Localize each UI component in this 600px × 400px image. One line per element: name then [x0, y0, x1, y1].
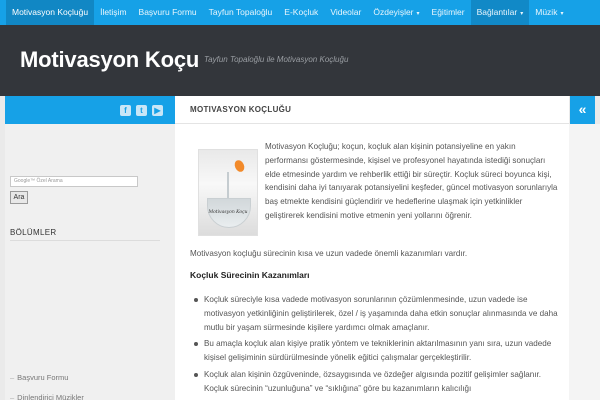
sidebar-link-basvuru-formu[interactable]	[10, 373, 68, 382]
site-tagline: Tayfun Topaloğlu ile Motivasyon Koçluğu	[204, 55, 349, 64]
nav-label: Bağlantılar	[476, 7, 518, 17]
nav-item-egitimler[interactable]	[426, 0, 471, 25]
top-navigation	[0, 0, 600, 25]
nav-item-muzik[interactable]	[529, 0, 569, 25]
nav-label: Özdeyişler	[373, 7, 414, 17]
dash-icon: –	[10, 393, 15, 400]
list-item: Koçluk alan kişinin özgüveninde, özsaygısında ve özdeğer algısında pozitif gelişimler sağlanır. Koçluk sürecinin “uzunluğuna” ve “sıklığına” göre bu kazanımların kalıcılığı	[194, 368, 562, 396]
site-header	[0, 25, 600, 96]
nav-label: Videolar	[330, 7, 362, 17]
sidebar-link-label: Dinlendirici Müzikler	[17, 393, 84, 400]
nav-item-tayfun-topaloglu[interactable]	[203, 0, 279, 25]
nav-item-motivasyon-koclugu[interactable]	[6, 0, 94, 25]
nav-label: Başvuru Formu	[138, 7, 197, 17]
dash-icon: –	[10, 373, 15, 382]
youtube-icon[interactable]: ▶	[152, 105, 163, 116]
chevron-down-icon: ▾	[416, 11, 420, 17]
benefits-list	[194, 293, 562, 399]
chevron-down-icon: ▾	[520, 11, 524, 17]
list-item: Bu amaçla koçluk alan kişiye pratik yöntem ve tekniklerinin aktarılmasının yanı sıra, uzun vadede kişisel gelişiminin sürdürülmesinde yönelik eğitici çalışmalar gerçekleştirilir.	[194, 337, 562, 365]
site-title[interactable]: Motivasyon Koçu	[20, 47, 200, 72]
sidebar-section-title: BÖLÜMLER	[10, 228, 57, 237]
nav-item-ozdeyisler[interactable]	[367, 0, 425, 25]
article-image	[198, 149, 258, 236]
search-button[interactable]: Ara	[10, 191, 28, 204]
sidebar-link-dinlendirici-muzikler[interactable]	[10, 393, 84, 400]
twitter-icon[interactable]: t	[136, 105, 147, 116]
nav-item-e-kocluk[interactable]	[278, 0, 324, 25]
chevron-down-icon: ▾	[560, 11, 564, 17]
nav-item-videolar[interactable]	[324, 0, 367, 25]
nav-label: Eğitimler	[431, 7, 465, 17]
list-item: Koçluk süreciyle kısa vadede motivasyon sorunlarının çözümlenmesinde, uzun vadede ise motivasyon yetkinliğinin geliştirilerek, özel / iş yaşamında daha etkin sonuçlar alınmasında ve daha mutlu bir yaşam sürmesinde kişilere yardımcı olmak amaçlanır.	[194, 293, 562, 334]
collapse-sidebar-icon[interactable]: «	[570, 96, 595, 124]
splash-shape	[227, 172, 229, 198]
search-input[interactable]	[10, 176, 138, 187]
sidebar	[5, 124, 175, 400]
nav-item-basvuru-formu[interactable]	[133, 0, 203, 25]
search-placeholder: Google™ Özel Arama	[14, 178, 63, 184]
image-caption: Motivasyon Koçu	[208, 210, 248, 215]
nav-label: Müzik	[535, 7, 558, 17]
nav-label: E-Koçluk	[284, 7, 319, 17]
right-sidebar-strip	[569, 124, 600, 400]
page-title-bar	[175, 96, 569, 124]
nav-label: İletişim	[100, 7, 127, 17]
section-heading: Koçluk Sürecinin Kazanımları	[190, 270, 310, 280]
divider	[10, 240, 160, 241]
nav-label: Motivasyon Koçluğu	[12, 7, 89, 17]
nav-label: Tayfun Topaloğlu	[208, 7, 273, 17]
sidebar-social-bar	[5, 96, 175, 124]
nav-item-baglantilar[interactable]	[471, 0, 530, 25]
nav-item-iletisim[interactable]	[94, 0, 132, 25]
page-title: MOTIVASYON KOÇLUĞU	[190, 105, 292, 114]
intro-paragraph: Motivasyon Koçluğu; koçun, koçluk alan kişinin potansiyeline en yakın performansı göstermesinde, kişisel ve profesyonel hayatında istediği sonuçları elde etmesinde yardım ve rehberlik ettiği bir süreçtir. Koçluk süreci boyunca kişi, kendisini daha iyi tanıyarak potansiyelini keşfeder, güncel motivasyon sorunlarıyla baş etmekte kendisini güçlendirir ve hedeflerine ulaşmak için yetkinlikler geliştirerek kendisini motive etmenin yeni yollarını öğrenir.	[265, 142, 558, 220]
summary-paragraph: Motivasyon koçluğu sürecinin kısa ve uzun vadede önemli kazanımları vardır.	[190, 249, 468, 258]
sidebar-link-label: Başvuru Formu	[17, 373, 69, 382]
goldfish-shape	[233, 159, 246, 174]
facebook-icon[interactable]: f	[120, 105, 131, 116]
